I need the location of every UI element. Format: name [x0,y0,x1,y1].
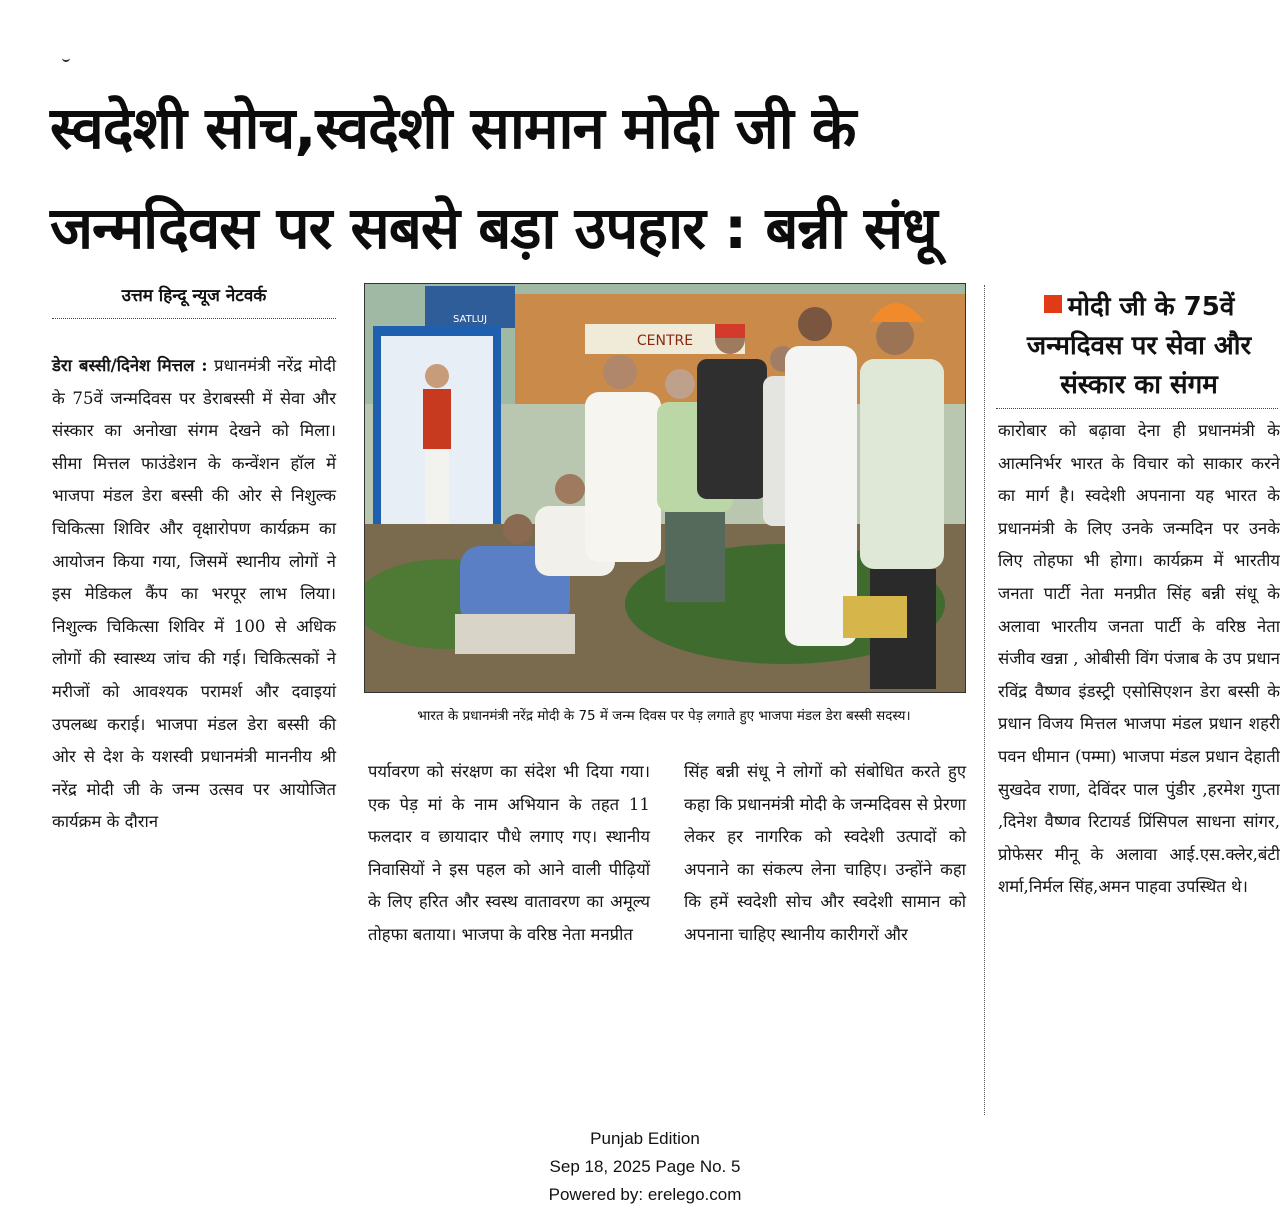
article-column-2 [368,756,650,952]
sidebar-heading-text: मोदी जी के 75वें जन्मदिवस पर सेवा और संस्कार का संगम [1026,292,1252,400]
sidebar-heading [1000,288,1278,405]
page-footer [470,1125,820,1209]
byline: उत्तम हिन्दू न्यूज नेटवर्क [52,283,336,319]
photo-illustration [365,284,965,692]
footer-powered-by: Powered by: erelego.com [548,1185,742,1204]
scan-mark [62,56,70,62]
dateline: डेरा बस्सी/दिनेश मित्तल : [52,355,208,375]
article-column-4 [998,415,1280,904]
article-text-1: प्रधानमंत्री नरेंद्र मोदी के 75वें जन्मदिवस पर डेराबस्सी में सेवा और संस्कार का अनोखा संगम देखने को मिला। सीमा मित्तल फाउंडेशन के कन्वेंशन हॉल में भाजपा मंडल डेरा बस्सी की ओर से निशुल्क चिकित्सा शिविर और वृक्षारोपण कार्यक्रम का आयोजन किया गया, जिसमें स्थानीय लोगों ने इस मेडिकल कैंप का भरपूर लाभ लिया। निशुल्क चिकित्सा शिविर में 100 से अधिक लोगों की स्वास्थ्य जांच की गई। चिकित्सकों ने मरीजों को आवश्यक परामर्श और दवाइयां उपलब्ध कराई। भाजपा मंडल डेरा बस्सी की ओर से देश के यशस्वी प्रधानमंत्री माननीय श्री नरेंद्र मोदी जी के जन्म उत्सव पर आयोजित कार्यक्रम के दौरान [52,356,336,832]
footer-date-page: Sep 18, 2025 Page No. 5 [549,1157,741,1176]
article-text-4: कारोबार को बढ़ावा देना ही प्रधानमंत्री के आत्मनिर्भर भारत के विचार को साकार करने का मार्ग है। स्वदेशी अपनाना यह भारत के प्रधानमंत्री के लिए उनके जन्मदिन पर उनके लिए तोहफा भी होगा। कार्यक्रम में भारतीय जनता पार्टी नेता मनप्रीत सिंह बन्नी संधू के अलावा भारतीय जनता पार्टी के वरिष्ठ नेता संजीव खन्ना , ओबीसी विंग पंजाब के उप प्रधान रविंद्र वैष्णव इंडस्ट्री एसोसिएशन डेरा बस्सी के प्रधान विजय मित्तल भाजपा मंडल प्रधान शहरी पवन धीमान (पम्मा) भाजपा मंडल प्रधान देहाती सुखदेव राणा, देविंदर पाल पुंडीर ,हरमेश गुप्ता ,दिनेश वैष्णव रिटायर्ड प्रिंसिपल साधना सांगर, प्रोफेसर मीनू के अलावा आई.एस.क्लेर,बंटी शर्मा,निर्मल सिंह,अमन पाहवा उपस्थित थे। [998,421,1280,897]
article-text-2: पर्यावरण को संरक्षण का संदेश भी दिया गया। एक पेड़ मां के नाम अभियान के तहत 11 फलदार व छायादार पौधे लगाए गए। स्थानीय निवासियों ने इस पहल को आने वाली पीढ़ियों के लिए हरित और स्वस्थ वातावरण का अमूल्य तोहफा बताया। भाजपा के वरिष्ठ नेता मनप्रीत [368,762,650,944]
sidebar-divider [996,408,1278,409]
article-column-3 [684,756,966,952]
headline-line-1: स्वदेशी सोच,स्वदेशी सामान मोदी जी के [50,94,856,162]
article-column-1 [52,349,336,839]
footer-edition: Punjab Edition [590,1129,700,1148]
centre-sign-text: CENTRE [636,333,694,349]
headline [50,78,1270,278]
photo-caption: भारत के प्रधानमंत्री नरेंद्र मोदी के 75 में जन्म दिवस पर पेड़ लगाते हुए भाजपा मंडल डेरा बस्सी सदस्य। [417,708,911,724]
headline-line-2: जन्मदिवस पर सबसे बड़ा उपहार : बन्नी संधू [50,194,937,262]
article-text-3: सिंह बन्नी संधू ने लोगों को संबोधित करते हुए कहा कि प्रधानमंत्री मोदी के जन्मदिवस से प्रेरणा लेकर हर नागरिक को स्वदेशी उत्पादों को अपनाने का संकल्प लेना चाहिए। उन्होंने कहा कि हमें स्वदेशी सोच और स्वदेशी सामान को अपनाना चाहिए स्थानीय कारीगरों और [684,762,966,944]
bullet-square-icon [1044,295,1062,313]
news-photo [364,283,966,693]
satluj-sign-text: SATLUJ [452,314,488,325]
column-divider [984,285,985,1115]
